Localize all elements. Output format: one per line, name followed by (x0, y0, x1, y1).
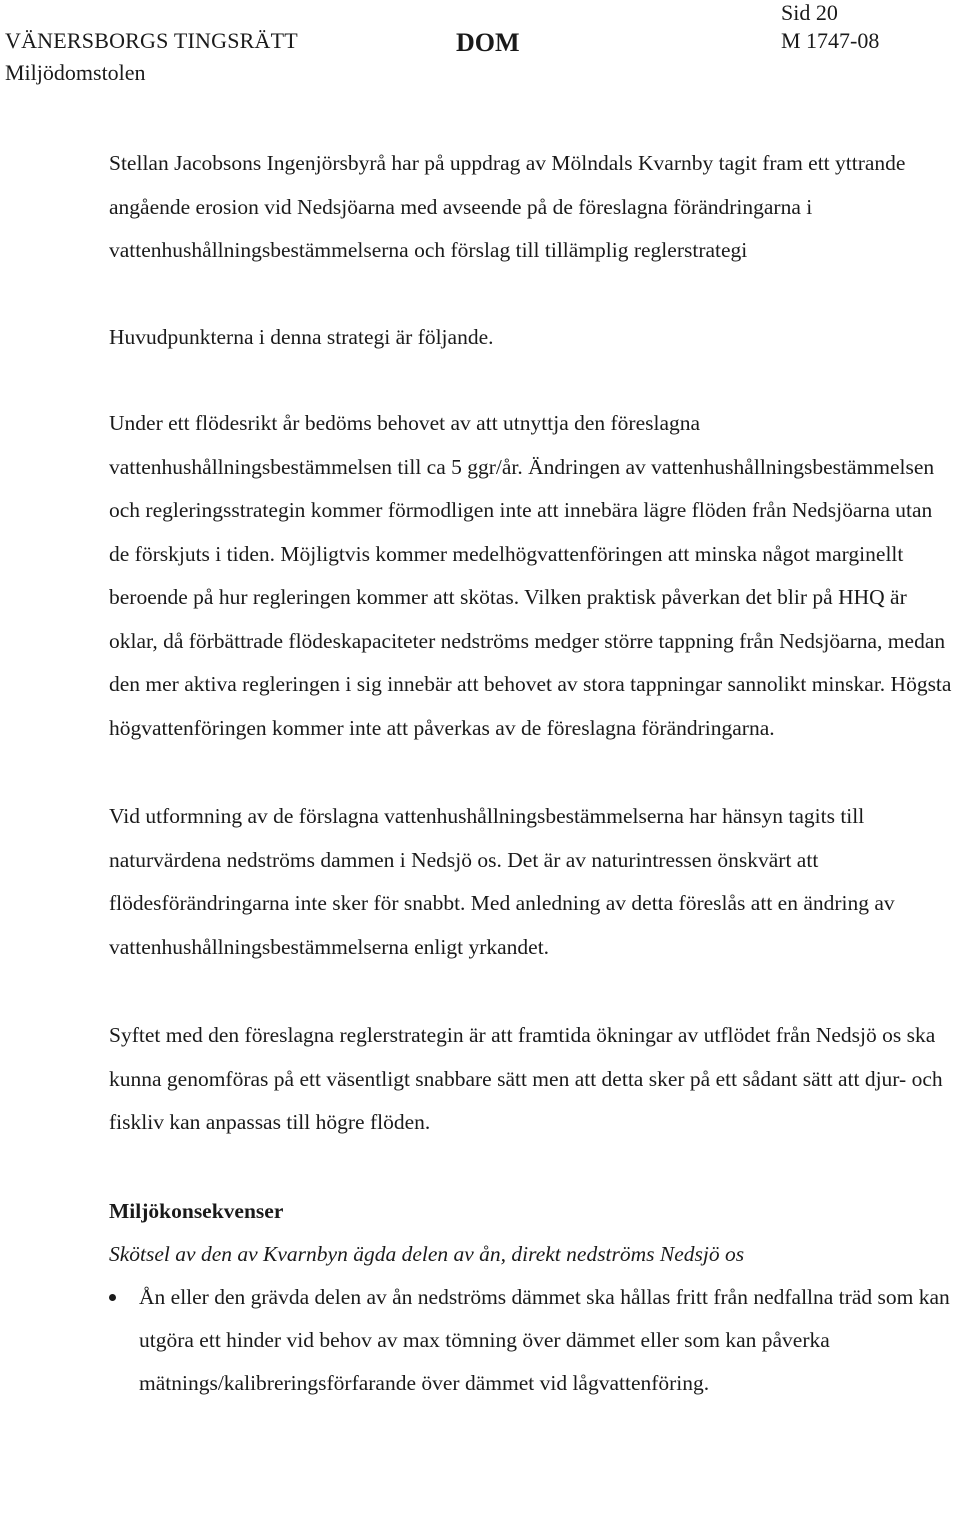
section-heading: Miljökonsekvenser (109, 1198, 284, 1223)
paragraph-main-points: Huvudpunkterna i denna strategi är följande. (109, 324, 494, 349)
page-number: Sid 20 (781, 0, 838, 25)
document-type: DOM (456, 28, 520, 57)
paragraph-flow-assessment: Under ett flödesrikt år bedöms behovet av att utnyttja den föreslagna vattenhushållningsbestämmelsen till ca 5 ggr/år. Ändringen av vattenhushållningsbestämmelsen och regleringsstrategin kommer förmodligen inte att innebära lägre flöden från Nedsjöarna utan de förskjuts i tiden. Möjligtvis kommer medelhögvattenföringen att minska något marginellt beroende på hur regleringen kommer att skötas. Vilken praktisk påverkan det blir på HHQ är oklar, då förbättrade flödeskapaciteter nedströms medger större tappning från Nedsjöarna, medan den mer aktiva regleringen i sig innebär att behovet av stora tappningar sannolikt minskar. Högsta högvattenföringen kommer inte att påverkas av de föreslagna förändringarna. (109, 411, 952, 740)
list-item-text: Ån eller den grävda delen av ån nedströms dämmet ska hållas fritt från nedfallna träd som kan utgöra ett hinder vid behov av max tömning över dämmet eller som kan påverka mätnings/kalibreringsförfarande över dämmet vid lågvattenföring. (139, 1284, 950, 1395)
paragraph-natural-values: Vid utformning av de förslagna vattenhushållningsbestämmelserna har hänsyn tagits till naturvärdena nedströms dammen i Nedsjö os. Det är av naturintressen önskvärt att flödesförändringarna inte sker för snabbt. Med anledning av detta föreslås att en ändring av vattenhushållningsbestämmelserna enligt yrkandet. (109, 804, 895, 959)
page-header (0, 0, 960, 90)
court-department: Miljödomstolen (5, 60, 146, 85)
section-subheading: Skötsel av den av Kvarnbyn ägda delen av ån, direkt nedströms Nedsjö os (109, 1241, 745, 1266)
case-number: M 1747-08 (781, 28, 880, 53)
paragraph-purpose: Syftet med den föreslagna reglerstrategin är att framtida ökningar av utflödet från Nedsjö os ska kunna genomföras på ett väsentligt snabbare sätt men att detta sker på ett sådant sätt att djur- och fiskliv kan anpassas till högre flöden. (109, 1023, 943, 1134)
court-name: VÄNERSBORGS TINGSRÄTT (5, 28, 298, 53)
document-body (109, 142, 957, 1405)
list-item (109, 1276, 957, 1405)
bullet-list (109, 1276, 957, 1405)
bullet-icon (109, 1294, 116, 1301)
paragraph-intro: Stellan Jacobsons Ingenjörsbyrå har på uppdrag av Mölndals Kvarnby tagit fram ett yttrande angående erosion vid Nedsjöarna med avseende på de föreslagna förändringarna i vattenhushållningsbestämmelserna och förslag till tillämplig reglerstrategi (109, 151, 906, 262)
